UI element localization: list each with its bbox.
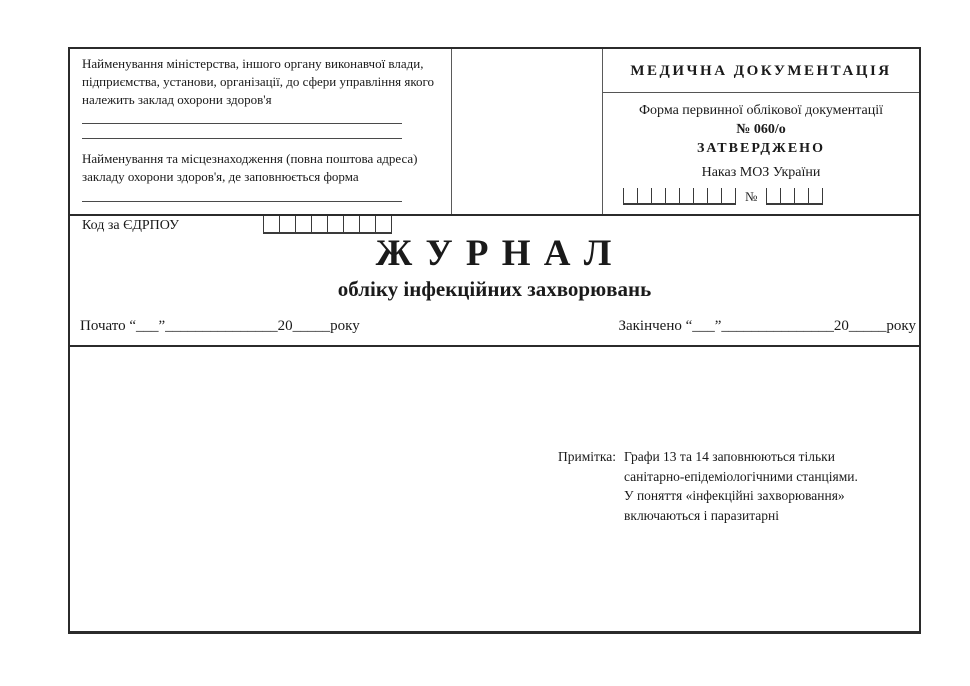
note-label: Примітка: xyxy=(558,449,617,464)
note-line: санітарно-епідеміологічними станціями. xyxy=(624,468,858,484)
order-combs-row xyxy=(623,188,911,205)
facility-fill-line[interactable] xyxy=(82,201,402,202)
edrpou-label: Код за ЄДРПОУ xyxy=(82,217,180,233)
code-cell[interactable] xyxy=(707,188,721,203)
form-type-label: Форма первинної облікової документації xyxy=(638,103,884,118)
order-date-cells[interactable] xyxy=(623,188,736,205)
code-cell[interactable] xyxy=(651,188,665,203)
note-block xyxy=(558,447,858,525)
ministry-fill-line-2[interactable] xyxy=(82,138,402,139)
order-label: Наказ МОЗ України xyxy=(701,165,821,180)
form-frame xyxy=(68,47,921,634)
form-header xyxy=(70,49,919,233)
title-section xyxy=(70,216,919,347)
code-cell[interactable] xyxy=(794,188,808,203)
ministry-fill-line-1[interactable] xyxy=(82,123,402,124)
order-number-sign: № xyxy=(745,189,758,204)
code-cell[interactable] xyxy=(721,188,735,203)
header-left-column xyxy=(70,49,452,233)
form-number: № 060/о xyxy=(736,122,786,137)
code-cell[interactable] xyxy=(623,188,637,203)
ministry-label: Найменування міністерства, іншого органу виконавчої влади, підприємства, установи, організації, до сфери управління якого належить заклад охорони здоров'я xyxy=(82,56,435,107)
code-cell[interactable] xyxy=(679,188,693,203)
approved-label: ЗАТВЕРДЖЕНО xyxy=(697,141,825,156)
code-cell[interactable] xyxy=(780,188,794,203)
body-section xyxy=(70,347,919,631)
header-right-column xyxy=(603,49,919,214)
journal-subtitle: обліку інфекційних захворювань xyxy=(337,277,652,301)
note-line: У поняття «інфекційні захворювання» xyxy=(624,488,845,504)
code-cell[interactable] xyxy=(693,188,707,203)
started-date-field[interactable]: Почато “___”_______________20_____року xyxy=(80,318,360,334)
header-middle-column xyxy=(452,49,603,214)
journal-title: Ж У Р Н А Л xyxy=(375,233,614,274)
code-cell[interactable] xyxy=(766,188,780,203)
code-cell[interactable] xyxy=(665,188,679,203)
note-text xyxy=(624,447,858,525)
facility-label: Найменування та місцезнаходження (повна поштова адреса) закладу охорони здоров'я, де заповнюється форма xyxy=(82,150,418,184)
code-cell[interactable] xyxy=(808,188,822,203)
note-line: Графи 13 та 14 заповнюються тільки xyxy=(624,449,835,464)
note-line: включаються і паразитарні xyxy=(624,507,780,523)
med-doc-title: МЕДИЧНА ДОКУМЕНТАЦІЯ xyxy=(603,49,919,93)
dates-row xyxy=(80,318,916,335)
finished-date-field[interactable]: Закінчено “___”_______________20_____року xyxy=(618,318,916,334)
code-cell[interactable] xyxy=(637,188,651,203)
order-number-cells[interactable] xyxy=(766,188,823,205)
